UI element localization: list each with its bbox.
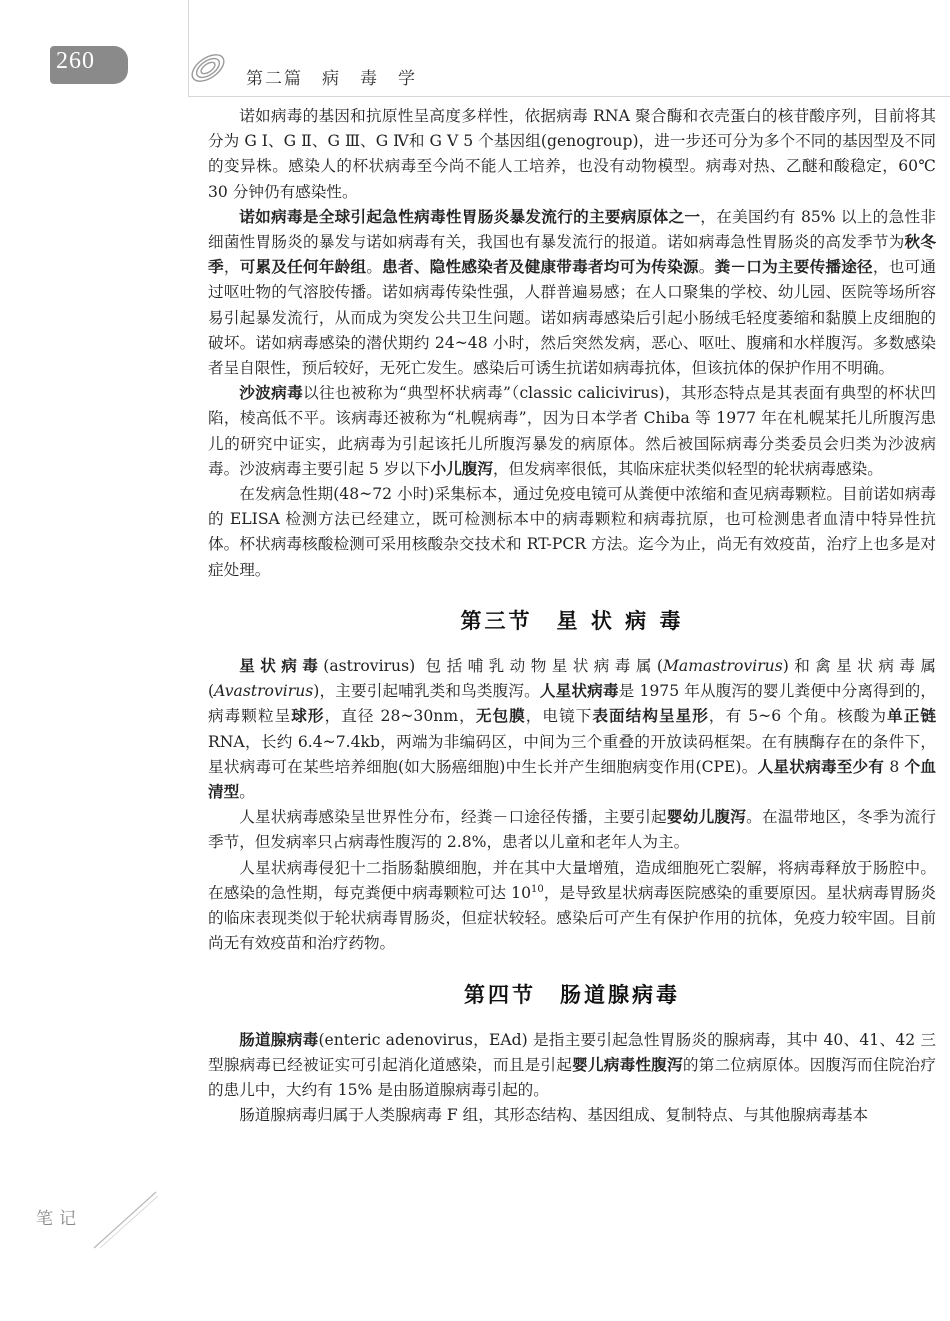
- page-number: 260: [56, 48, 95, 74]
- section-heading: 第四节 肠道腺病毒: [464, 982, 680, 1007]
- section-heading: 第三节 星 状 病 毒: [460, 608, 684, 633]
- paragraph: 星状病毒(astrovirus) 包括哺乳动物星状病毒属(Mamastrovirus)和禽星状病毒属(Avastrovirus)，主要引起哺乳类和鸟类腹泻。人星状病毒是 1975 年从腹泻的婴儿粪便中分离得到的，病毒颗粒呈球形，直径 28~30nm，无包膜，电镜下表面结构呈星形，有 5~6 个角。核酸为单正链 RNA，长约 6.4~7.4kb，两端为非编码区，中间为三个重叠的开放读码框架。在有胰酶存在的条件下，星状病毒可在某些培养细胞(如大肠癌细胞)中生长并产生细胞病变作用(CPE)。人星状病毒至少有 8 个血清型。: [208, 657, 936, 802]
- paragraph: 诺如病毒的基因和抗原性呈高度多样性，依据病毒 RNA 聚合酶和衣壳蛋白的核苷酸序列，目前将其分为 G Ⅰ、G Ⅱ、G Ⅲ、G Ⅳ和 G Ⅴ 5 个基因组(genogroup)，进一步还可分为多个不同的基因型及不同的变异株。感染人的杯状病毒至今尚不能人工培养，也没有动物模型。病毒对热、乙醚和酸稳定，60℃ 30 分钟仍有感染性。: [208, 107, 936, 201]
- notes-label: 笔记: [36, 1209, 82, 1229]
- paragraph: 人星状病毒侵犯十二指肠黏膜细胞，并在其中大量增殖，造成细胞死亡裂解，将病毒释放于肠腔中。在感染的急性期，每克粪便中病毒颗粒可达 $10^{10}$，是导致星状病毒医院感染的重要原因。星状病毒胃肠炎的临床表现类似于轮状病毒胃肠炎，但症状较轻。感染后可产生有保护作用的抗体，免疫力较牢固。目前尚无有效疫苗和治疗药物。: [208, 858, 936, 953]
- page-content: [208, 104, 936, 1129]
- paragraph: 肠道腺病毒(enteric adenovirus，EAd) 是指主要引起急性胃肠炎的腺病毒，其中 40、41、42 三型腺病毒已经被证实可引起消化道感染，而且是引起婴儿病毒性腹泻的第二位病原体。因腹泻而住院治疗的患儿中，大约有 15% 是由肠道腺病毒引起的。: [208, 1030, 936, 1100]
- header-rule: [188, 96, 950, 97]
- paragraph: 肠道腺病毒归属于人类腺病毒 F 组，其形态结构、基因组成、复制特点、与其他腺病毒基本: [239, 1106, 869, 1125]
- header-vertical-rule: [188, 0, 189, 96]
- pen-stroke-icon: [90, 1190, 160, 1250]
- spiral-logo-icon: [186, 44, 230, 92]
- paragraph: 沙波病毒以往也被称为“典型杯状病毒”（classic calicivirus)，其形态特点是其表面有典型的杯状凹陷，棱高低不平。该病毒还被称为“札幌病毒”，因为日本学者 Chiba 等 1977 年在札幌某托儿所腹泻患儿的研究中证实，此病毒为引起该托儿所腹泻暴发的病原体。然后被国际病毒分类委员会归类为沙波病毒。沙波病毒主要引起 5 岁以下小儿腹泻，但发病率很低，其临床症状类似轻型的轮状病毒感染。: [208, 384, 936, 478]
- paragraph: 人星状病毒感染呈世界性分布，经粪－口途径传播，主要引起婴幼儿腹泻。在温带地区，冬季为流行季节，但发病率只占病毒性腹泻的 2.8%，患者以儿童和老年人为主。: [208, 808, 936, 852]
- paragraph: 在发病急性期(48~72 小时)采集标本，通过免疫电镜可从粪便中浓缩和查见病毒颗粒。目前诺如病毒的 ELISA 检测方法已经建立，既可检测标本中的病毒颗粒和病毒抗原，也可检测患者血清中特异性抗体。杯状病毒核酸检测可采用核酸杂交技术和 RT-PCR 方法。迄今为止，尚无有效疫苗，治疗上也多是对症处理。: [208, 485, 936, 579]
- paragraph: 诺如病毒是全球引起急性病毒性胃肠炎暴发流行的主要病原体之一，在美国约有 85% 以上的急性非细菌性胃肠炎的暴发与诺如病毒有关，我国也有暴发流行的报道。诺如病毒急性胃肠炎的高发季节为秋冬季，可累及任何年龄组。患者、隐性感染者及健康带毒者均可为传染源。粪－口为主要传播途径，也可通过呕吐物的气溶胶传播。诺如病毒传染性强，人群普遍易感；在人口聚集的学校、幼儿园、医院等场所容易引起暴发流行，从而成为突发公共卫生问题。诺如病毒感染后引起小肠绒毛轻度萎缩和黏膜上皮细胞的破坏。诺如病毒感染的潜伏期约 24~48 小时，然后突然发病，恶心、呕吐、腹痛和水样腹泻。多数感染者呈自限性，预后较好，无死亡发生。感染后可诱生抗诺如病毒抗体，但该抗体的保护作用不明确。: [208, 207, 936, 378]
- part-title: 第二篇 病 毒 学: [246, 69, 417, 89]
